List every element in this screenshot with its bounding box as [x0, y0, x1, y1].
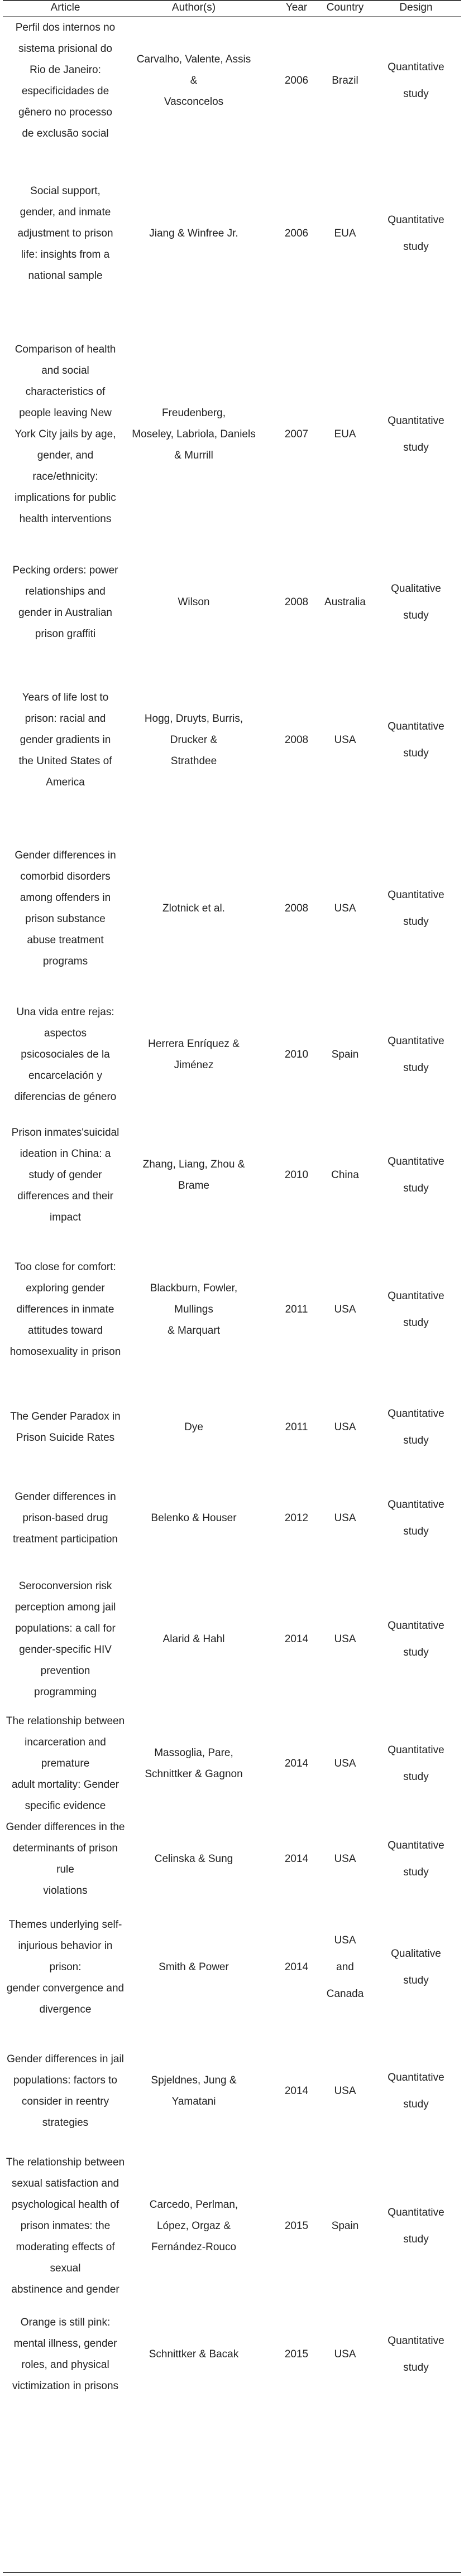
article-design: Quantitative study	[388, 1156, 444, 1194]
article-country: USA	[334, 1853, 356, 1865]
article-authors: Zhang, Liang, Zhou & Brame	[142, 1159, 245, 1191]
table-bottom-rule	[3, 2572, 461, 2573]
article-title: Gender differences in prison-based drug treatment participation	[13, 1490, 118, 1545]
article-year: 2012	[284, 1512, 309, 1524]
article-country: USA	[334, 734, 356, 746]
article-country: Brazil	[332, 75, 358, 86]
table-row	[0, 1114, 464, 1237]
article-year: 2011	[285, 1304, 308, 1315]
article-year: 2010	[284, 1049, 309, 1060]
article-year: 2015	[284, 2348, 309, 2360]
article-title: Comparison of health and social characteristics of people leaving New York City jails by age, gender, and race/ethnicity: implications for public health interventions	[15, 344, 116, 525]
article-year: 2014	[284, 1633, 309, 1645]
article-design: Quantitative study	[388, 1290, 444, 1329]
table-row	[0, 1237, 464, 1383]
article-country: EUA	[334, 428, 356, 440]
article-country: USA	[334, 1512, 356, 1524]
article-year: 2014	[284, 2085, 309, 2097]
article-country: EUA	[334, 228, 356, 239]
article-title: Pecking orders: power relationships and gender in Australian prison graffiti	[12, 565, 118, 640]
article-design: Quantitative study	[388, 61, 444, 100]
table-row	[0, 658, 464, 822]
article-title: Prison inmates'suicidal ideation in China: a study of gender differences and their impact	[11, 1127, 119, 1223]
article-authors: Schnittker & Bacak	[149, 2348, 239, 2360]
article-country: USA	[334, 1304, 356, 1315]
article-design: Quantitative study	[388, 214, 444, 253]
article-design: Quantitative study	[388, 1408, 444, 1446]
article-authors: Massoglia, Pare, Schnittker & Gagnon	[145, 1747, 243, 1780]
article-country: Spain	[331, 2220, 359, 2232]
header-article: Article	[50, 2, 80, 13]
article-authors: Freudenberg, Moseley, Labriola, Daniels & Murrill	[132, 407, 256, 461]
article-title: The relationship between incarceration and premature adult mortality: Gender specific evidence	[6, 1715, 125, 1812]
article-authors: Carcedo, Perlman, López, Orgaz & Fernández-Rouco	[149, 2199, 238, 2253]
table-row	[0, 1906, 464, 2029]
article-year: 2014	[284, 1758, 309, 1769]
table-row	[0, 1813, 464, 1906]
article-year: 2007	[284, 428, 309, 440]
article-title: Too close for comfort: exploring gender differences in inmate attitudes toward homosexuality in prison	[9, 1261, 121, 1358]
header-authors: Author(s)	[171, 2, 216, 13]
article-country: Australia	[324, 596, 366, 608]
article-authors: Smith & Power	[159, 1961, 229, 1973]
header-year: Year	[285, 2, 308, 13]
article-country: USA	[334, 1633, 356, 1645]
article-design: Qualitative study	[391, 583, 441, 621]
article-design: Qualitative study	[391, 1948, 441, 1986]
article-design: Quantitative study	[388, 889, 444, 928]
article-year: 2015	[284, 2220, 309, 2232]
article-country: USA and Canada	[326, 1935, 364, 2000]
table-body	[0, 17, 464, 2410]
article-design: Quantitative study	[388, 2335, 444, 2374]
article-country: USA	[334, 1758, 356, 1769]
article-title: Gender differences in comorbid disorders among offenders in prison substance abuse treatment programs	[15, 850, 116, 967]
article-authors: Belenko & Houser	[151, 1512, 237, 1524]
article-year: 2008	[284, 734, 309, 746]
article-authors: Alarid & Hahl	[162, 1633, 225, 1645]
article-design: Quantitative study	[388, 1744, 444, 1783]
article-country: USA	[334, 2085, 356, 2097]
table-row	[0, 1472, 464, 1564]
article-title: Orange is still pink: mental illness, gender roles, and physical victimization in prisons	[12, 2317, 119, 2392]
table-row	[0, 822, 464, 996]
article-country: USA	[334, 1421, 356, 1433]
article-year: 2008	[284, 596, 309, 608]
article-design: Quantitative study	[388, 415, 444, 454]
article-title: Years of life lost to prison: racial and gender gradients in the United States of America	[18, 691, 112, 788]
article-design: Quantitative study	[388, 1840, 444, 1878]
article-title: Social support, gender, and inmate adjustment to prison life: insights from a national sample	[17, 185, 113, 282]
article-title: Themes underlying self- injurious behavior in prison: gender convergence and divergence	[6, 1919, 125, 2015]
article-authors: Blackburn, Fowler, Mullings & Marquart	[150, 1282, 238, 1337]
table-row	[0, 322, 464, 547]
article-authors: Dye	[184, 1421, 203, 1433]
header-design: Design	[399, 2, 433, 13]
article-authors: Hogg, Druyts, Burris, Drucker & Strathdee	[144, 712, 243, 767]
header-country: Country	[326, 2, 364, 13]
article-title: Gender differences in the determinants of prison rule violations	[6, 1821, 125, 1897]
table-row	[0, 145, 464, 322]
table-row	[0, 996, 464, 1114]
table-row	[0, 2299, 464, 2410]
article-country: China	[331, 1169, 359, 1181]
article-authors: Wilson	[178, 596, 210, 608]
article-authors: Zlotnick et al.	[162, 903, 225, 914]
article-title: Una vida entre rejas: aspectos psicosociales de la encarcelación y diferencias de género	[14, 1006, 117, 1103]
article-country: USA	[334, 2348, 356, 2360]
article-country: USA	[334, 903, 356, 914]
article-year: 2014	[284, 1961, 309, 1973]
table-row	[0, 1564, 464, 1715]
table-row	[0, 1383, 464, 1472]
article-design: Quantitative study	[388, 2072, 444, 2110]
table-row	[0, 1715, 464, 1813]
article-design: Quantitative study	[388, 1620, 444, 1658]
article-authors: Celinska & Sung	[154, 1853, 233, 1865]
article-year: 2010	[284, 1169, 309, 1181]
article-year: 2008	[284, 903, 309, 914]
table-row	[0, 17, 464, 145]
article-year: 2006	[284, 75, 309, 86]
article-design: Quantitative study	[388, 720, 444, 759]
article-year: 2014	[284, 1853, 309, 1865]
article-design: Quantitative study	[388, 1498, 444, 1537]
article-title: Gender differences in jail populations: factors to consider in reentry strategies	[7, 2053, 124, 2129]
table-row	[0, 547, 464, 658]
article-authors: Jiang & Winfree Jr.	[149, 228, 238, 239]
table-row	[0, 2153, 464, 2299]
article-year: 2006	[284, 228, 309, 239]
article-authors: Carvalho, Valente, Assis & Vasconcelos	[136, 54, 251, 108]
article-title: The Gender Paradox in Prison Suicide Rates	[10, 1411, 121, 1444]
article-title: Perfil dos internos no sistema prisional do Rio de Janeiro: especificidades de gênero no processo de exclusão social	[15, 22, 116, 139]
article-title: Seroconversion risk perception among jail populations: a call for gender-specific HIV prevention programming	[15, 1580, 116, 1698]
article-authors: Herrera Enríquez & Jiménez	[148, 1038, 240, 1071]
article-design: Quantitative study	[388, 2207, 444, 2245]
article-design: Quantitative study	[388, 1035, 444, 1074]
article-authors: Spjeldnes, Jung & Yamatani	[151, 2075, 237, 2107]
article-year: 2011	[285, 1421, 308, 1433]
article-country: Spain	[331, 1049, 359, 1060]
article-title: The relationship between sexual satisfaction and psychological health of prison inmates: the moderating effects of sexual abstinence and gender	[6, 2157, 125, 2295]
table-row	[0, 2029, 464, 2153]
